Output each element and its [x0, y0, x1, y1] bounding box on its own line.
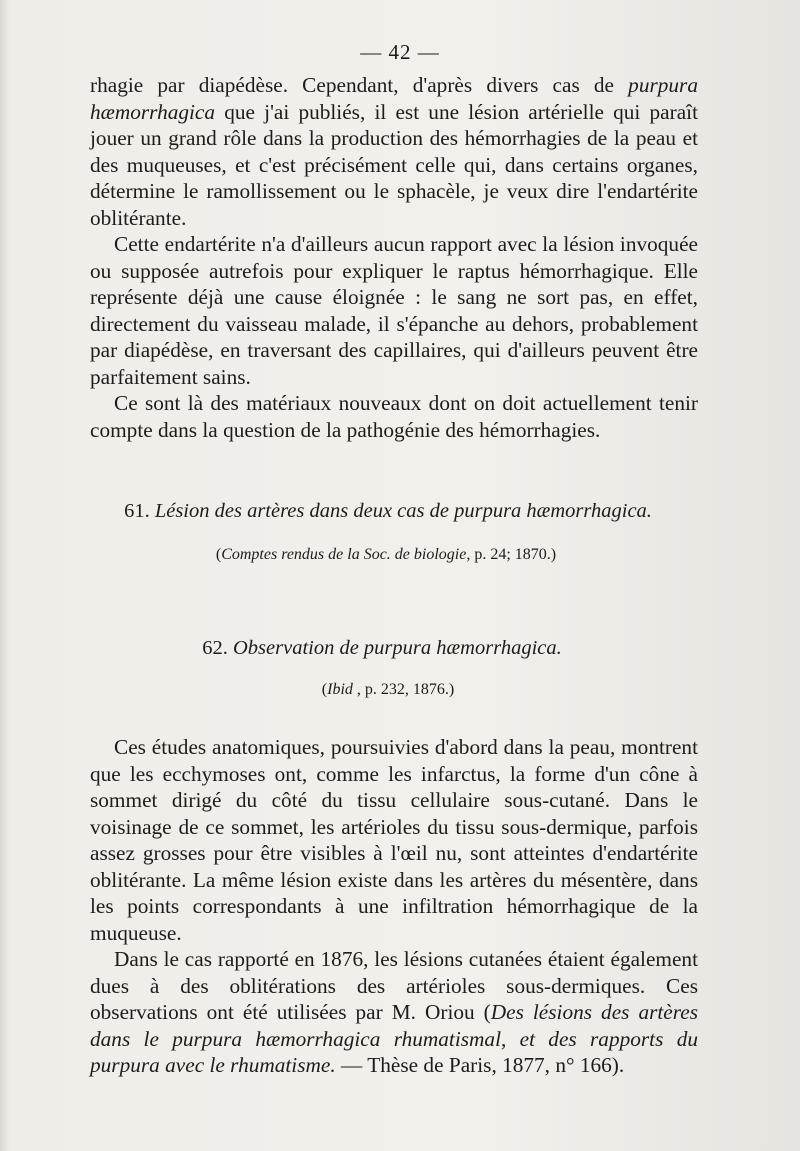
entry-61-title: Lésion des artères dans deux cas de purpura hæmorrhagica. — [154, 500, 652, 522]
paragraph-4: Ces études anatomiques, poursuivies d'abord dans la peau, montrent que les ecchymoses ont, comme les infarctus, la forme d'un cône à sommet dirigé du côté du tissu cellulaire sous-cutané. Dans le voisinage de ce sommet, les artérioles du tissu sous-dermique, parfois assez grosses pour être visibles à l'œil nu, sont atteintes d'endartérite oblitérante. La même lésion existe dans les artères du mésentère, dans les points correspondants à une infiltration hémorrhagique de la muqueuse. — [90, 735, 698, 945]
bibliography-entry-61 — [0, 500, 788, 523]
paragraph-1-text: rhagie par diapédèse. Cependant, d'après divers cas de — [90, 73, 629, 97]
bibliography-entry-62 — [0, 637, 782, 660]
entry-62-reference — [0, 681, 788, 699]
paragraph-1 — [90, 72, 698, 231]
paragraph-5-rest: — Thèse de Paris, 1877, n° 166). — [335, 1053, 625, 1077]
paragraph-1-rest: que j'ai publiés, il est une lésion artérielle qui paraît jouer un grand rôle dans la production des hémorrhagies de la peau et des muqueuses, et c'est précisément celle qui, dans certains organes, détermine le ramollissement ou le sphacèle, je veux dire l'endartérite oblitérante. — [90, 99, 698, 230]
paragraph-1-italic: purpura hæmorrhagica — [90, 73, 698, 124]
entry-61-ref-source: Comptes rendus de la Soc. de biologie, — [221, 546, 471, 563]
paragraph-5 — [90, 946, 698, 1079]
page-number: — 42 — — [360, 40, 440, 64]
entry-61-ref-details: p. 24; 1870.) — [470, 546, 557, 563]
entry-62-ref-source: Ibid — [327, 681, 353, 698]
entry-62-ref-details: , p. 232, 1876.) — [352, 681, 455, 698]
paragraph-5-italic: Des lésions des artères dans le purpura hæmorrhagica rhumatismal, et des rapports du purpura avec le rhumatisme. — [90, 1000, 698, 1077]
paragraph-2: Cette endartérite n'a d'ailleurs aucun rapport avec la lésion invoquée ou supposée autrefois pour expliquer le raptus hémorrhagique. Elle représente déjà une cause éloignée : le sang ne sort pas, en effet, directement du vaisseau malade, il s'épanche au dehors, probablement par diapédèse, en traversant des capillaires, qui d'ailleurs peuvent être parfaitement sains. — [90, 232, 698, 389]
paragraph-5-text: Dans le cas rapporté en 1876, les lésions cutanées étaient également dues à des oblitérations des artérioles sous-dermiques. Ces observations ont été utilisées par M. Oriou ( — [90, 947, 698, 1024]
entry-61-number: 61. — [124, 500, 150, 522]
entry-61-reference — [0, 546, 786, 564]
entry-62-number: 62. — [202, 637, 228, 659]
text-block-bottom — [90, 734, 698, 1079]
entry-61-ref-open: ( — [215, 546, 222, 563]
paragraph-3: Ce sont là des matériaux nouveaux dont on doit actuellement tenir compte dans la question de la pathogénie des hémorrhagies. — [90, 391, 698, 442]
text-block-top — [90, 72, 698, 443]
entry-62-title: Observation de purpura hæmorrhagica. — [232, 637, 562, 659]
entry-62-ref-open: ( — [321, 681, 328, 698]
